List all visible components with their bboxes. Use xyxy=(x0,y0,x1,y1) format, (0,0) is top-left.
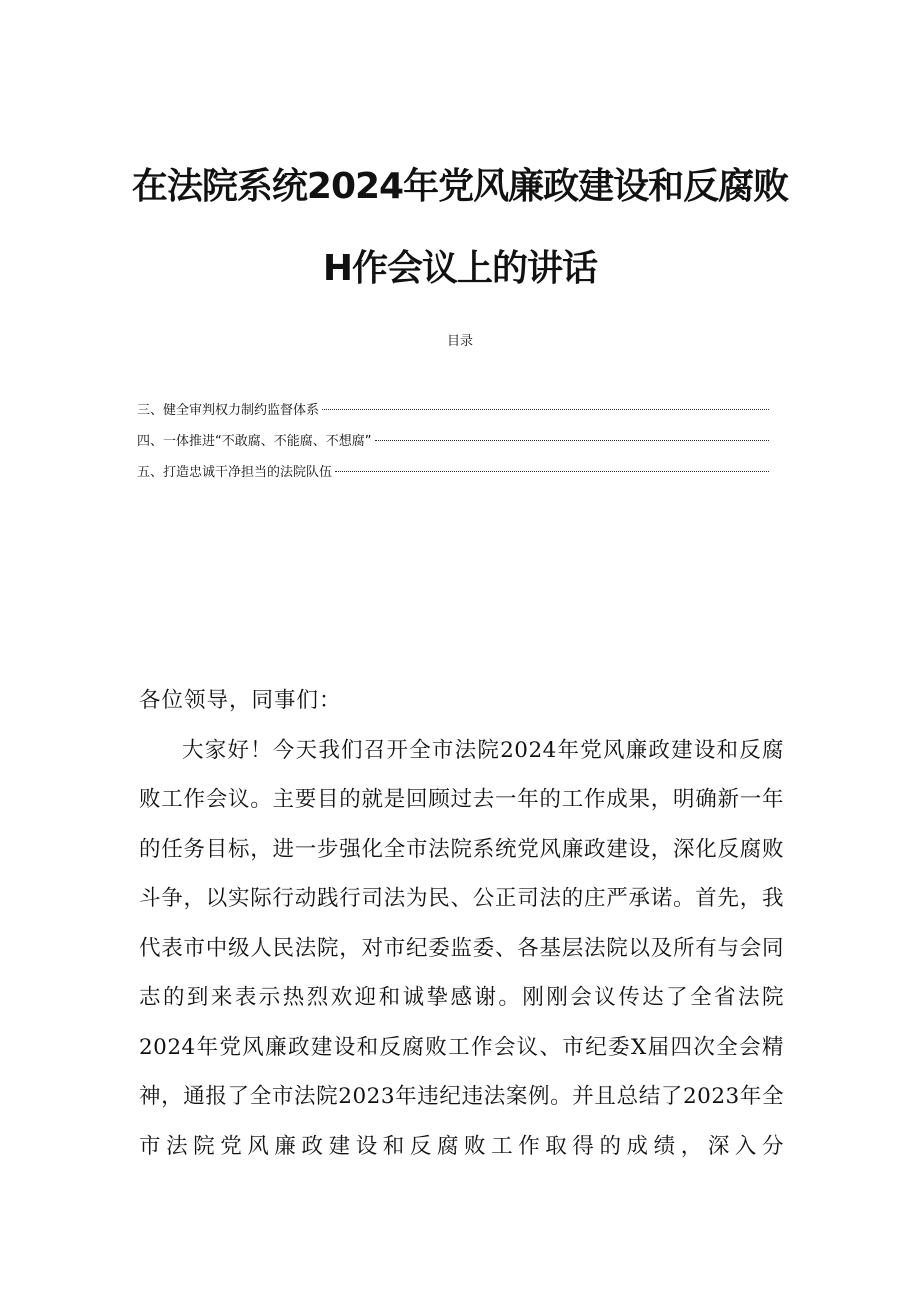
table-of-contents xyxy=(137,401,769,494)
toc-dot-leader xyxy=(335,470,769,472)
toc-dot-leader xyxy=(322,408,769,410)
toc-dot-leader xyxy=(375,439,770,441)
toc-item-text: 一体推进“不敢腐、不能腐、不想腐” xyxy=(163,434,372,449)
toc-item-text: 健全审判权力制约监督体系 xyxy=(163,403,320,418)
body-paragraph: 大家好！今天我们召开全市法院2024年党风廉政建设和反腐败工作会议。主要目的就是回顾过去一年的工作成果，明确新一年的任务目标，进一步强化全市法院系统党风廉政建设，深化反腐败斗争，以实际行动践行司法为民、公正司法的庄严承诺。首先，我代表市中级人民法院，对市纪委监委、各基层法院以及所有与会同志的到来表示热烈欢迎和诚挚感谢。刚刚会议传达了全省法院2024年党风廉政建设和反腐败工作会议、市纪委X届四次全会精神，通报了全市法院2023年违纪违法案例。并且总结了2023年全市法院党风廉政建设和反腐败工作取得的成绩，深入分 xyxy=(139,737,784,1159)
salutation: 各位领导，同事们： xyxy=(139,688,342,713)
toc-item-number: 四、 xyxy=(137,434,164,449)
toc-item-text: 打造忠诚干净担当的法院队伍 xyxy=(163,465,333,480)
toc-item-number: 五、 xyxy=(137,465,164,480)
toc-item[interactable] xyxy=(137,432,769,463)
document-title-line-2: H作会议上的讲话 xyxy=(322,248,598,289)
document-title-line-1: 在法院系统2024年党风廉政建设和反腐败 xyxy=(131,166,789,207)
toc-heading: 目录 xyxy=(446,334,473,349)
toc-item-number: 三、 xyxy=(137,403,164,418)
toc-item[interactable] xyxy=(137,463,769,494)
toc-item[interactable] xyxy=(137,401,769,432)
speech-body xyxy=(139,676,784,1171)
